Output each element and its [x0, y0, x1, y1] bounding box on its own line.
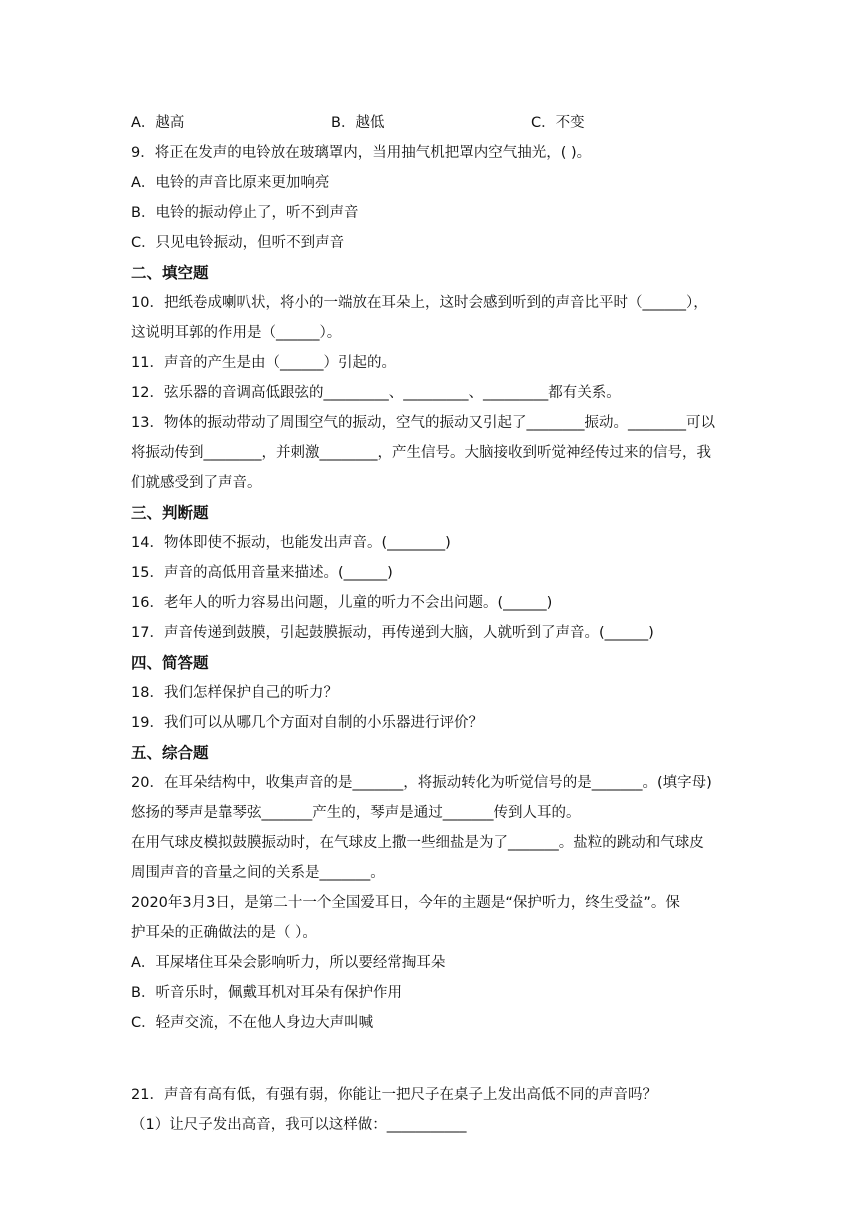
- section-heading: 四、简答题: [131, 654, 209, 672]
- question-line: 14．物体即使不振动，也能发出声音。(________): [131, 535, 451, 551]
- question-line: 21．声音有高有低，有强有弱，你能让一把尺子在桌子上发出高低不同的声音吗？: [131, 1087, 657, 1103]
- question-line: （1）让尺子发出高音，我可以这样做：___________: [131, 1117, 467, 1133]
- question-line: 16．老年人的听力容易出问题，儿童的听力不会出问题。(______): [131, 595, 553, 611]
- question-line: 19．我们可以从哪几个方面对自制的小乐器进行评价？: [131, 715, 483, 731]
- question-line: 12．弦乐器的音调高低跟弦的_________、_________、_________都有关系。: [131, 385, 621, 401]
- section-heading: 二、填空题: [131, 264, 209, 282]
- question-line: 2020年3月3日，是第二十一个全国爱耳日，今年的主题是“保护听力，终生受益”。保: [131, 895, 680, 911]
- answer-option: C．不变: [531, 115, 585, 131]
- question-line: 17．声音传递到鼓膜，引起鼓膜振动，再传递到大脑，人就听到了声音。(______): [131, 625, 654, 641]
- question-line: 周围声音的音量之间的关系是_______。: [131, 865, 385, 881]
- question-line: 将振动传到________，并刺激________，产生信号。大脑接收到听觉神经传过来的信号，我: [131, 445, 711, 461]
- answer-options: [131, 108, 741, 138]
- question-line: 10．把纸卷成喇叭状，将小的一端放在耳朵上，这时会感到听到的声音比平时（______），: [131, 295, 708, 311]
- question-line: C．只见电铃振动，但听不到声音: [131, 235, 345, 251]
- question-line: 护耳朵的正确做法的是（ ）。: [131, 925, 317, 941]
- answer-option: B．越低: [331, 115, 385, 131]
- section-heading: 五、综合题: [131, 744, 209, 762]
- section-heading: 三、判断题: [131, 504, 209, 522]
- question-line: 11．声音的产生是由（______）引起的。: [131, 355, 396, 371]
- question-line: 9．将正在发声的电铃放在玻璃罩内，当用抽气机把罩内空气抽光，( )。: [131, 145, 592, 161]
- question-line: 18．我们怎样保护自己的听力？: [131, 685, 338, 701]
- question-line: 15．声音的高低用音量来描述。(______): [131, 565, 393, 581]
- question-line: C．轻声交流，不在他人身边大声叫喊: [131, 1015, 374, 1031]
- question-line: A．电铃的声音比原来更加响亮: [131, 175, 330, 191]
- question-line: B．听音乐时，佩戴耳机对耳朵有保护作用: [131, 985, 402, 1001]
- question-line: B．电铃的振动停止了，听不到声音: [131, 205, 359, 221]
- exam-page: [131, 108, 741, 1140]
- question-line: 们就感受到了声音。: [131, 475, 262, 491]
- answer-option: A．越高: [131, 115, 185, 131]
- question-line: A．耳屎堵住耳朵会影响听力，所以要经常掏耳朵: [131, 955, 446, 971]
- question-line: 20．在耳朵结构中，收集声音的是_______，将振动转化为听觉信号的是_______。(填字母): [131, 775, 712, 791]
- question-line: 13．物体的振动带动了周围空气的振动，空气的振动又引起了________振动。________可以: [131, 415, 715, 431]
- spacer: [131, 1038, 741, 1080]
- question-line: 这说明耳郭的作用是（______）。: [131, 325, 342, 341]
- question-line: 在用气球皮模拟鼓膜振动时，在气球皮上撒一些细盐是为了_______。盐粒的跳动和气球皮: [131, 835, 704, 851]
- question-line: 悠扬的琴声是靠琴弦_______产生的，琴声是通过_______传到人耳的。: [131, 805, 581, 821]
